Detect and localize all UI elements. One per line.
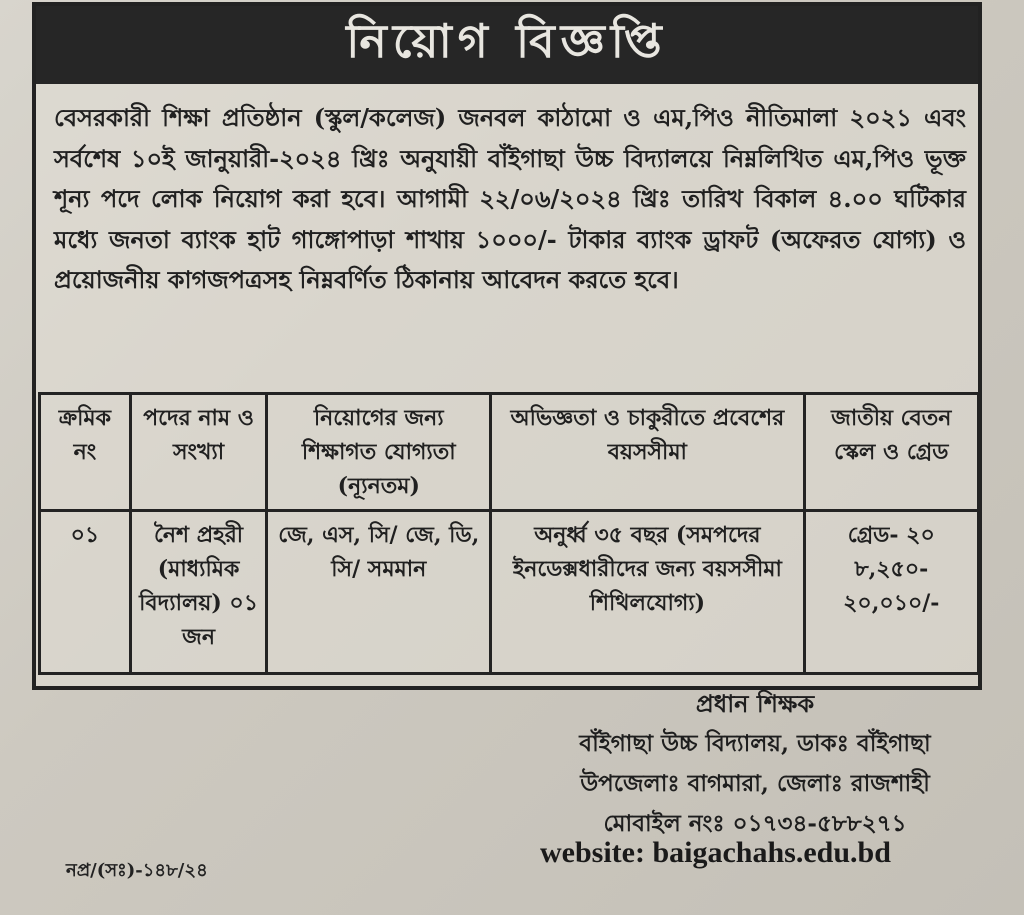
vacancy-table [38, 392, 980, 675]
signature-block [520, 684, 990, 844]
header-age: অভিজ্ঞতা ও চাকুরীতে প্রবেশের বয়সসীমা [491, 394, 804, 511]
header-serial: ক্রমিক নং [40, 394, 131, 511]
cell-age: অনুর্ধ্ব ৩৫ বছর (সমপদের ইনডেক্সধারীদের জন্য বয়সসীমা শিথিলযোগ্য) [491, 511, 804, 674]
reference-number: নপ্র/(সঃ)-১৪৮/২৪ [66, 860, 208, 881]
table-row [40, 511, 979, 674]
header-qualification: নিয়োগের জন্য শিক্ষাগত যোগ্যতা (ন্যূনতম) [267, 394, 491, 511]
cell-scale: গ্রেড- ২০ ৮,২৫০- ২০,০১০/- [804, 511, 978, 674]
signatory-designation: প্রধান শিক্ষক [695, 689, 815, 718]
notice-title: নিয়োগ বিজ্ঞপ্তি [346, 14, 668, 68]
table-header-row [40, 394, 979, 511]
website-link[interactable]: website: baigachahs.edu.bd [540, 836, 891, 869]
mobile-number: মোবাইল নংঃ ০১৭৩৪-৫৮৮২৭১ [603, 810, 907, 837]
recruitment-notice [32, 2, 982, 690]
header-scale: জাতীয় বেতন স্কেল ও গ্রেড [804, 394, 978, 511]
cell-serial: ০১ [40, 511, 131, 674]
address-line-1: বাঁইগাছা উচ্চ বিদ্যালয়, ডাকঃ বাঁইগাছা [579, 730, 931, 757]
cell-qualification: জে, এস, সি/ জে, ডি, সি/ সমমান [267, 511, 491, 674]
header-post: পদের নাম ও সংখ্যা [130, 394, 267, 511]
notice-body: বেসরকারী শিক্ষা প্রতিষ্ঠান (স্কুল/কলেজ) জনবল কাঠামো ও এম,পিও নীতিমালা ২০২১ এবং সর্বশেষ ১০ই জানুয়ারী-২০২৪ খ্রিঃ অনুযায়ী বাঁইগাছা উচ্চ বিদ্যালয়ে নিম্নলিখিত এম,পিও ভূক্ত শূন্য পদে লোক নিয়োগ করা হবে। আগামী ২২/০৬/২০২৪ খ্রিঃ তারিখ বিকাল ৪.০০ ঘটিকার মধ্যে জনতা ব্যাংক হাট গাঙ্গোপাড়া শাখায় ১০০০/- টাকার ব্যাংক ড্রাফট (অফেরত যোগ্য) ও প্রয়োজনীয় কাগজপত্রসহ নিম্নবর্ণিত ঠিকানায় আবেদন করতে হবে। [54, 103, 966, 294]
cell-post: নৈশ প্রহরী (মাধ্যমিক বিদ্যালয়) ০১ জন [130, 511, 267, 674]
notice-title-bar [36, 6, 978, 84]
address-line-2: উপজেলাঃ বাগমারা, জেলাঃ রাজশাহী [580, 770, 930, 797]
